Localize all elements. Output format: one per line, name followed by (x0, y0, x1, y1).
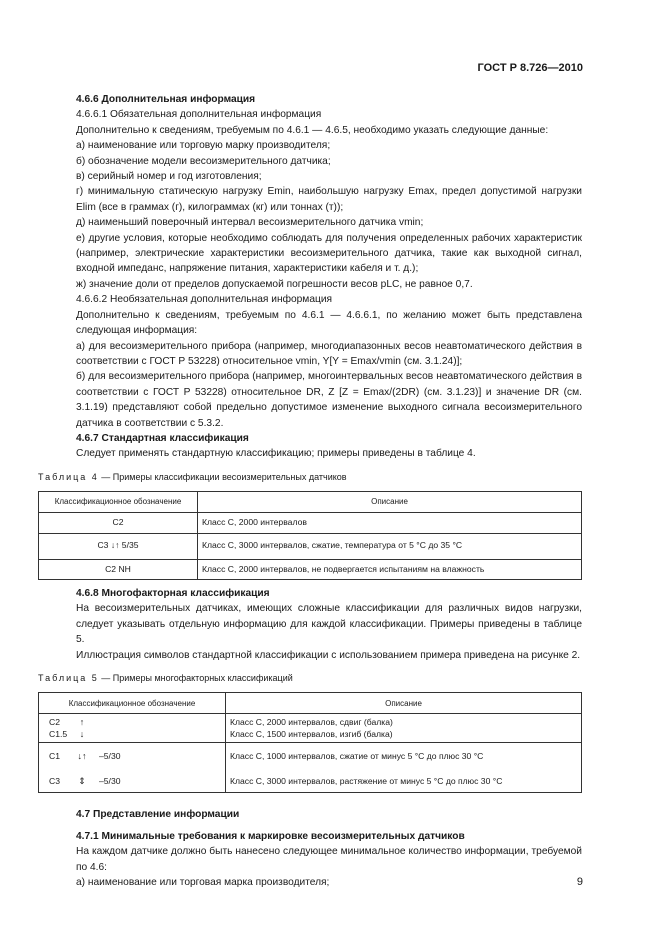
table-header: Классификационное обозначение (39, 492, 198, 513)
table-4 (38, 491, 582, 580)
table-header: Описание (198, 492, 582, 513)
paragraph: На каждом датчике должно быть нанесено следующее минимальное количество информации, требуемой по 4.6: (76, 846, 582, 873)
list-item: е) другие условия, которые необходимо соблюдать для получения определенных рабочих характеристик (например, электрические характеристики весоизмерительного датчика, такие как выходной сигнал, входной импеданс, напряжение питания, характеристики кабеля и т. д.); (76, 232, 582, 275)
document-body (38, 92, 582, 890)
standard-header: ГОСТ Р 8.726—2010 (477, 62, 583, 74)
table-5 (38, 692, 582, 793)
table-header: Классификационное обозначение (39, 693, 226, 714)
table-cell: C3 ⇕ –5/30 (39, 771, 226, 793)
table-row (39, 771, 582, 793)
table-cell: Класс С, 1000 интервалов, сжатие от минус 5 °С до плюс 30 °С (226, 743, 582, 771)
section-heading-4-7: 4.7 Представление информации (76, 809, 240, 821)
section-heading-4-6-8: 4.6.8 Многофакторная классификация (76, 587, 270, 599)
subsection-4-6-6-1: 4.6.6.1 Обязательная дополнительная информация (76, 109, 322, 121)
table-header: Описание (226, 693, 582, 714)
table-cell: Класс С, 2000 интервалов, сдвиг (балка) Класс С, 1500 интервалов, изгиб (балка) (226, 714, 582, 743)
table-row (39, 743, 582, 771)
table-row (39, 513, 582, 533)
table-row (39, 714, 582, 743)
page-number: 9 (576, 876, 583, 888)
list-item: а) для весоизмерительного прибора (например, многодиапазонных весов неавтоматического действия в соответствии с ГОСТ Р 53228) относительное vmin, Y[Y = Emax/vmin (см. 3.1.24)]; (76, 340, 582, 367)
paragraph: Следует применять стандартную классификацию; примеры приведены в таблице 4. (76, 448, 476, 460)
list-item: а) наименование или торговая марка производителя; (76, 877, 330, 889)
table-cell: C1 ↓↑ –5/30 (39, 743, 226, 771)
subsection-4-6-6-2: 4.6.6.2 Необязательная дополнительная информация (76, 294, 333, 306)
tension-arrow-icon: ⇕ (78, 775, 86, 786)
paragraph: Иллюстрация символов стандартной классификации с использованием примера приведена на рисунке 2. (76, 649, 581, 661)
compression-arrow-icon: ↓↑ (77, 751, 87, 762)
table-cell: C2 NH (39, 559, 198, 579)
table5-caption: Таблица 5 — Примеры многофакторных классификаций (38, 673, 293, 683)
table-cell: Класс С, 2000 интервалов, не подвергается испытаниям на влажность (198, 559, 582, 579)
table-row (39, 559, 582, 579)
list-item: в) серийный номер и год изготовления; (76, 171, 262, 183)
table-cell: Класс С, 2000 интервалов (198, 513, 582, 533)
section-heading-4-6-7: 4.6.7 Стандартная классификация (76, 432, 249, 444)
table-cell: Класс С, 3000 интервалов, сжатие, температура от 5 °С до 35 °С (198, 533, 582, 559)
section-heading-4-7-1: 4.7.1 Минимальные требования к маркировке весоизмерительных датчиков (76, 830, 465, 842)
list-item: а) наименование или торговую марку производителя; (76, 140, 331, 152)
paragraph: На весоизмерительных датчиках, имеющих сложные классификации для различных видов нагрузки, следует указывать отдельную информацию для каждой классификации. Примеры приведены в таблице 5. (76, 603, 582, 646)
list-item: г) минимальную статическую нагрузку Emin, наибольшую нагрузку Emax, предел допустимой нагрузки Elim (все в граммах (г), килограммах (кг) или тоннах (т)); (76, 186, 582, 213)
paragraph: Дополнительно к сведениям, требуемым по 4.6.1 — 4.6.6.1, по желанию может быть представлена следующая информация: (76, 309, 582, 337)
table-row (39, 533, 582, 559)
list-item: б) для весоизмерительного прибора (например, многоинтервальных весов неавтоматического действия в соответствии с ГОСТ Р 53228) относительное DR, Z [Z = Emax/(2DR) (см. 3.1.23)] и значение DR (см. 3.1.19) представляют собой предельно допустимое изменение выходного сигнала весоизмерительного датчика в соответствии с 5.3.2. (76, 371, 582, 429)
list-item: ж) значение доли от пределов допускаемой погрешности весов pLC, не равное 0,7. (76, 278, 473, 290)
table-cell: C3 ↓↑ 5/35 (39, 533, 198, 559)
list-item: д) наименьший поверочный интервал весоизмерительного датчика vmin; (76, 217, 424, 229)
table4-caption: Таблица 4 — Примеры классификации весоизмерительных датчиков (38, 471, 347, 482)
table-cell: Класс С, 3000 интервалов, растяжение от минус 5 °С до плюс 30 °С (226, 771, 582, 793)
table-cell: C2 (39, 513, 198, 533)
paragraph: Дополнительно к сведениям, требуемым по 4.6.1 — 4.6.5, необходимо указать следующие данные: (76, 124, 549, 136)
table-cell: C2 ↑ C1.5 ↓ (39, 714, 226, 743)
section-heading-4-6-6: 4.6.6 Дополнительная информация (76, 94, 256, 105)
list-item: б) обозначение модели весоизмерительного датчика; (76, 155, 331, 167)
